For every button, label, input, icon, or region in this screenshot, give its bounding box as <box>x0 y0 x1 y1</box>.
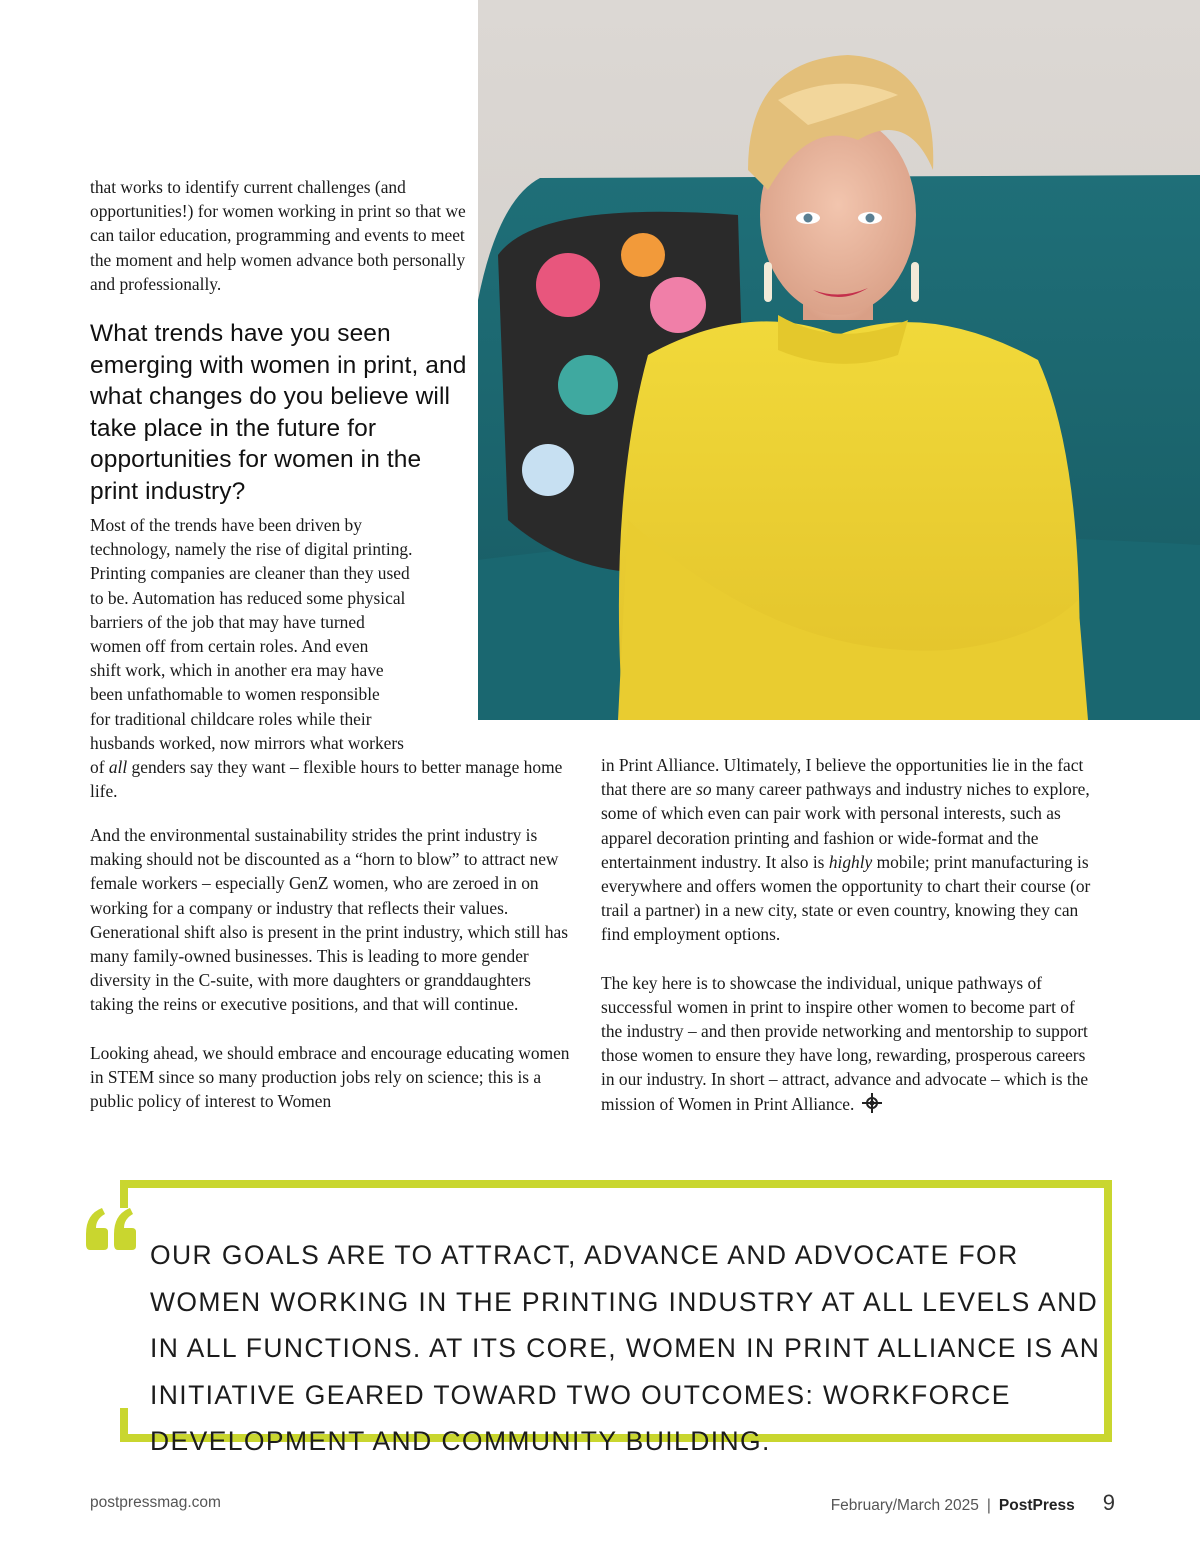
footer-issue-date: February/March 2025 <box>830 1497 979 1514</box>
footer-separator: | <box>986 1497 991 1514</box>
answer-line: shift work, which in another era may have <box>90 660 384 681</box>
page-number: 9 <box>1102 1490 1115 1515</box>
portrait-photo <box>478 0 1200 720</box>
right-p2-text: The key here is to showcase the individual, unique pathways of successful women in print to inspire other women to become part of the industry – and then provide networking and mentorship to support those women to ensure they have long, rewarding, prosperous careers in our industry. In short – attract, advance and advocate – which is the mission of Women in Print Alliance. <box>601 972 1089 1114</box>
right-paragraph-1 <box>601 753 1091 947</box>
answer-paragraph-3: Looking ahead, we should embrace and encourage educating women in STEM since so many production jobs rely on science; this is a public policy of interest to Women <box>90 1042 570 1112</box>
question-heading: What trends have you seen emerging with women in print, and what changes do you believe will take place in the future for opportunities for women in the print industry? <box>90 320 467 505</box>
answer-line: Printing companies are cleaner than they used <box>90 563 410 584</box>
answer-line: women off from certain roles. And even <box>90 636 369 657</box>
footer-brand: PostPress <box>998 1497 1075 1514</box>
answer-line: been unfathomable to women responsible <box>90 684 380 705</box>
right-p1-part-a: in Print Alliance. Ultimately, I believe the opportunities lie in the fact that there are <box>601 755 1084 800</box>
answer-line: barriers of the job that may have turned <box>90 611 365 632</box>
portrait-illustration <box>478 0 1200 720</box>
answer-line: to be. Automation has reduced some physical <box>90 587 406 608</box>
right-column-body <box>601 753 1091 1119</box>
answer-paragraph-2: And the environmental sustainability strides the print industry is making should not be discounted as a “horn to blow” to attract new female workers – especially GenZ women, who are zeroed in on working for a company or industry that reflects their values. Generational shift also is present in the print industry, which still has many family-owned businesses. This is leading to more gender diversity in the C-suite, with more daughters or granddaughters taking the reins or executive positions, and that will continue. <box>90 825 568 1015</box>
answer-tail-before: of <box>90 757 109 778</box>
right-p1-part-c: mobile; print manufacturing is everywhere and offers women the opportunity to chart their course (or trail a partner) in a new city, state or even country, knowing they can find employment options. <box>601 851 1091 945</box>
pull-quote-text: OUR GOALS ARE TO ATTRACT, ADVANCE AND ADVOCATE FOR WOMEN WORKING IN THE PRINTING INDUSTRY AT ALL LEVELS AND IN ALL FUNCTIONS. AT ITS CORE, WOMEN IN PRINT ALLIANCE IS AN INITIATIVE GEARED TOWARD TWO OUTCOMES: WORKFORCE DEVELOPMENT AND COMMUNITY BUILDING. <box>150 1240 1101 1456</box>
emphasis-highly: highly <box>828 851 873 872</box>
emphasis-all: all <box>108 757 128 778</box>
answer-line: Most of the trends have been driven by <box>90 515 362 535</box>
left-column-body <box>90 823 570 1113</box>
footer-website[interactable]: postpressmag.com <box>90 1494 221 1511</box>
right-p1-part-b: many career pathways and industry niches to explore, some of which even can pair work with personal interests, such as apparel decoration printing and fashion or wide-format and the entertainment industry. It also is <box>601 779 1090 872</box>
intro-continuation <box>90 175 470 296</box>
end-mark-icon <box>862 1093 882 1119</box>
answer-tail-after: genders say they want – flexible hours to better manage home life. <box>90 757 563 802</box>
answer-line: husbands worked, now mirrors what workers <box>90 732 404 753</box>
emphasis-so: so <box>696 779 712 800</box>
footer-issue-info <box>831 1490 1115 1516</box>
answer-paragraph-1 <box>90 513 570 803</box>
answer-line: technology, namely the rise of digital printing. <box>90 539 413 560</box>
intro-paragraph: that works to identify current challenges (and opportunities!) for women working in print so that we can tailor education, programming and events to meet the moment and help women advance both personally and professionally. <box>90 177 466 294</box>
quote-mark-icon <box>86 1206 138 1252</box>
right-paragraph-2 <box>601 971 1091 1119</box>
answer-line: for traditional childcare roles while their <box>90 708 372 729</box>
